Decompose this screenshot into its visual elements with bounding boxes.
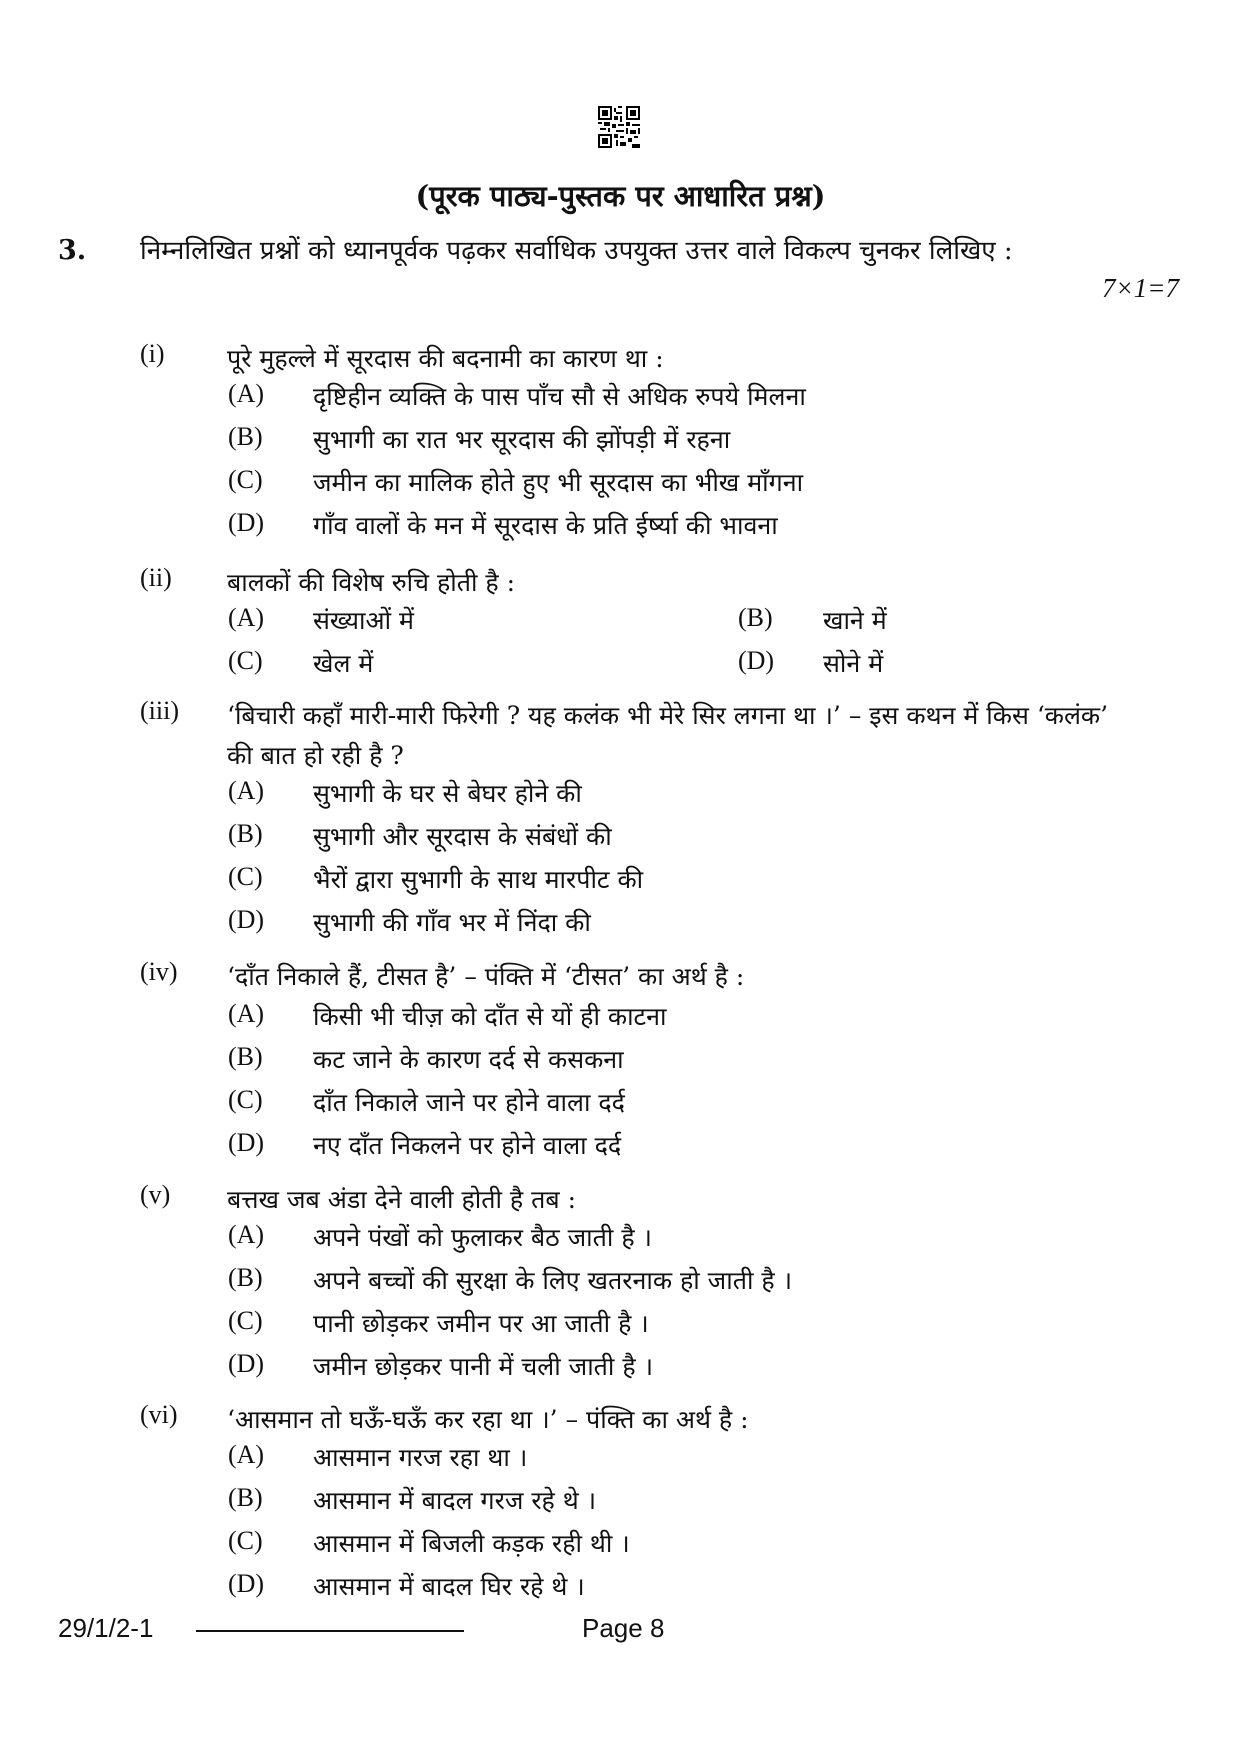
subquestion-number: (iv) (140, 957, 178, 986)
footer-divider (196, 1630, 464, 1632)
qr-code-icon (598, 106, 640, 148)
question-text: निम्नलिखित प्रश्नों को ध्यानपूर्वक पढ़कर सर्वाधिक उपयुक्त उत्तर वाले विकल्प चुनकर लिखिए : (140, 236, 1013, 266)
subquestion-number: (v) (140, 1180, 171, 1209)
subquestion-number: (iii) (140, 696, 179, 725)
subquestion-number: (vi) (140, 1400, 178, 1429)
subquestion-text: ‘दाँत निकाले हैं, टीसत है’ – पंक्ति में ‘टीसत’ का अर्थ है : (227, 962, 745, 991)
question-number: 3. (58, 235, 87, 266)
page-number: Page 8 (582, 1613, 665, 1643)
question-marks: 7×1=7 (1102, 273, 1179, 303)
subquestion-text: बत्तख जब अंडा देने वाली होती है तब : (227, 1185, 576, 1214)
subquestion-text: ‘बिचारी कहाँ मारी-मारी फिरेगी ? यह कलंक भी मेरे सिर लगना था ।’ – इस कथन में किस ‘कलंक’ की बात हो रही है ? (227, 701, 1109, 770)
section-title: (पूरक पाठ्य-पुस्तक पर आधारित प्रश्न) (415, 179, 826, 213)
paper-code: 29/1/2-1 (58, 1613, 154, 1643)
subquestion-number: (i) (140, 339, 165, 368)
subquestion-text: ‘आसमान तो घऊँ-घऊँ कर रहा था ।’ – पंक्ति का अर्थ है : (227, 1405, 749, 1434)
subquestion-number: (ii) (140, 563, 172, 592)
subquestion-text: बालकों की विशेष रुचि होती है : (227, 568, 516, 597)
subquestion-text: पूरे मुहल्ले में सूरदास की बदनामी का कारण था : (227, 344, 664, 373)
